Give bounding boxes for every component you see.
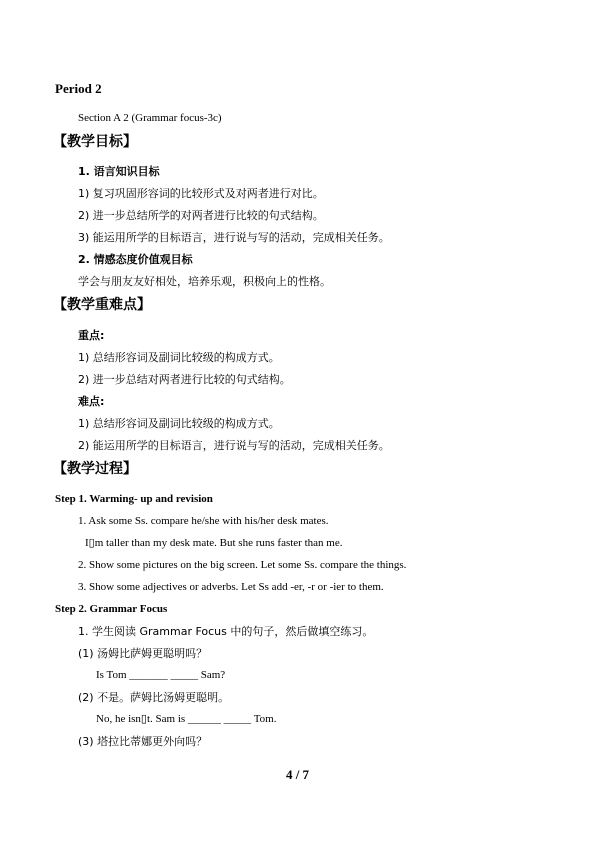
- difficult-item: 2) 能运用所学的目标语言，进行说与写的活动，完成相关任务。: [78, 439, 390, 452]
- objective-item: 1) 复习巩固形容词的比较形式及对两者进行对比。: [78, 187, 324, 200]
- emotion-text: 学会与朋友友好相处，培养乐观，积极向上的性格。: [78, 275, 331, 288]
- objective-item: 3) 能运用所学的目标语言，进行说与写的活动，完成相关任务。: [78, 231, 390, 244]
- period-title: Period 2: [55, 81, 102, 96]
- section-line: Section A 2 (Grammar focus-3c): [78, 112, 222, 124]
- difficult-label: 难点:: [78, 395, 105, 408]
- page-number: 4 / 7: [285, 767, 310, 782]
- step1-item: 1. Ask some Ss. compare he/she with his/her desk mates.: [78, 515, 329, 527]
- objectives-heading: 【教学目标】: [53, 134, 137, 150]
- key-item: 2) 进一步总结对两者进行比较的句式结构。: [78, 373, 291, 386]
- step2-title: Step 2. Grammar Focus: [55, 603, 168, 615]
- objective-item: 2) 进一步总结所学的对两者进行比较的句式结构。: [78, 209, 324, 222]
- step1-item: 2. Show some pictures on the big screen. Let some Ss. compare the things.: [78, 559, 407, 571]
- step1-item: 3. Show some adjectives or adverbs. Let Ss add -er, -r or -ier to them.: [78, 581, 384, 593]
- key-points-heading: 【教学重难点】: [53, 297, 151, 313]
- step2-line: No, he isn▯t. Sam is ______ _____ Tom.: [96, 713, 277, 725]
- key-item: 1) 总结形容词及副词比较级的构成方式。: [78, 351, 280, 364]
- difficult-item: 1) 总结形容词及副词比较级的构成方式。: [78, 417, 280, 430]
- key-label: 重点:: [78, 329, 105, 342]
- step2-line: (3) 塔拉比蒂娜更外向吗？: [78, 735, 208, 748]
- process-heading: 【教学过程】: [53, 461, 137, 477]
- step1-item: I▯m taller than my desk mate. But she runs faster than me.: [85, 537, 343, 549]
- step2-line: (1) 汤姆比萨姆更聪明吗？: [78, 647, 208, 660]
- step2-line: Is Tom _______ _____ Sam?: [96, 669, 226, 681]
- step2-line: (2) 不是。萨姆比汤姆更聪明。: [78, 691, 230, 704]
- knowledge-heading: 1. 语言知识目标: [78, 165, 160, 178]
- step2-intro: 1. 学生阅读 Grammar Focus 中的句子，然后做填空练习。: [78, 625, 374, 638]
- step1-title: Step 1. Warming- up and revision: [55, 493, 213, 505]
- emotion-heading: 2. 情感态度价值观目标: [78, 253, 193, 266]
